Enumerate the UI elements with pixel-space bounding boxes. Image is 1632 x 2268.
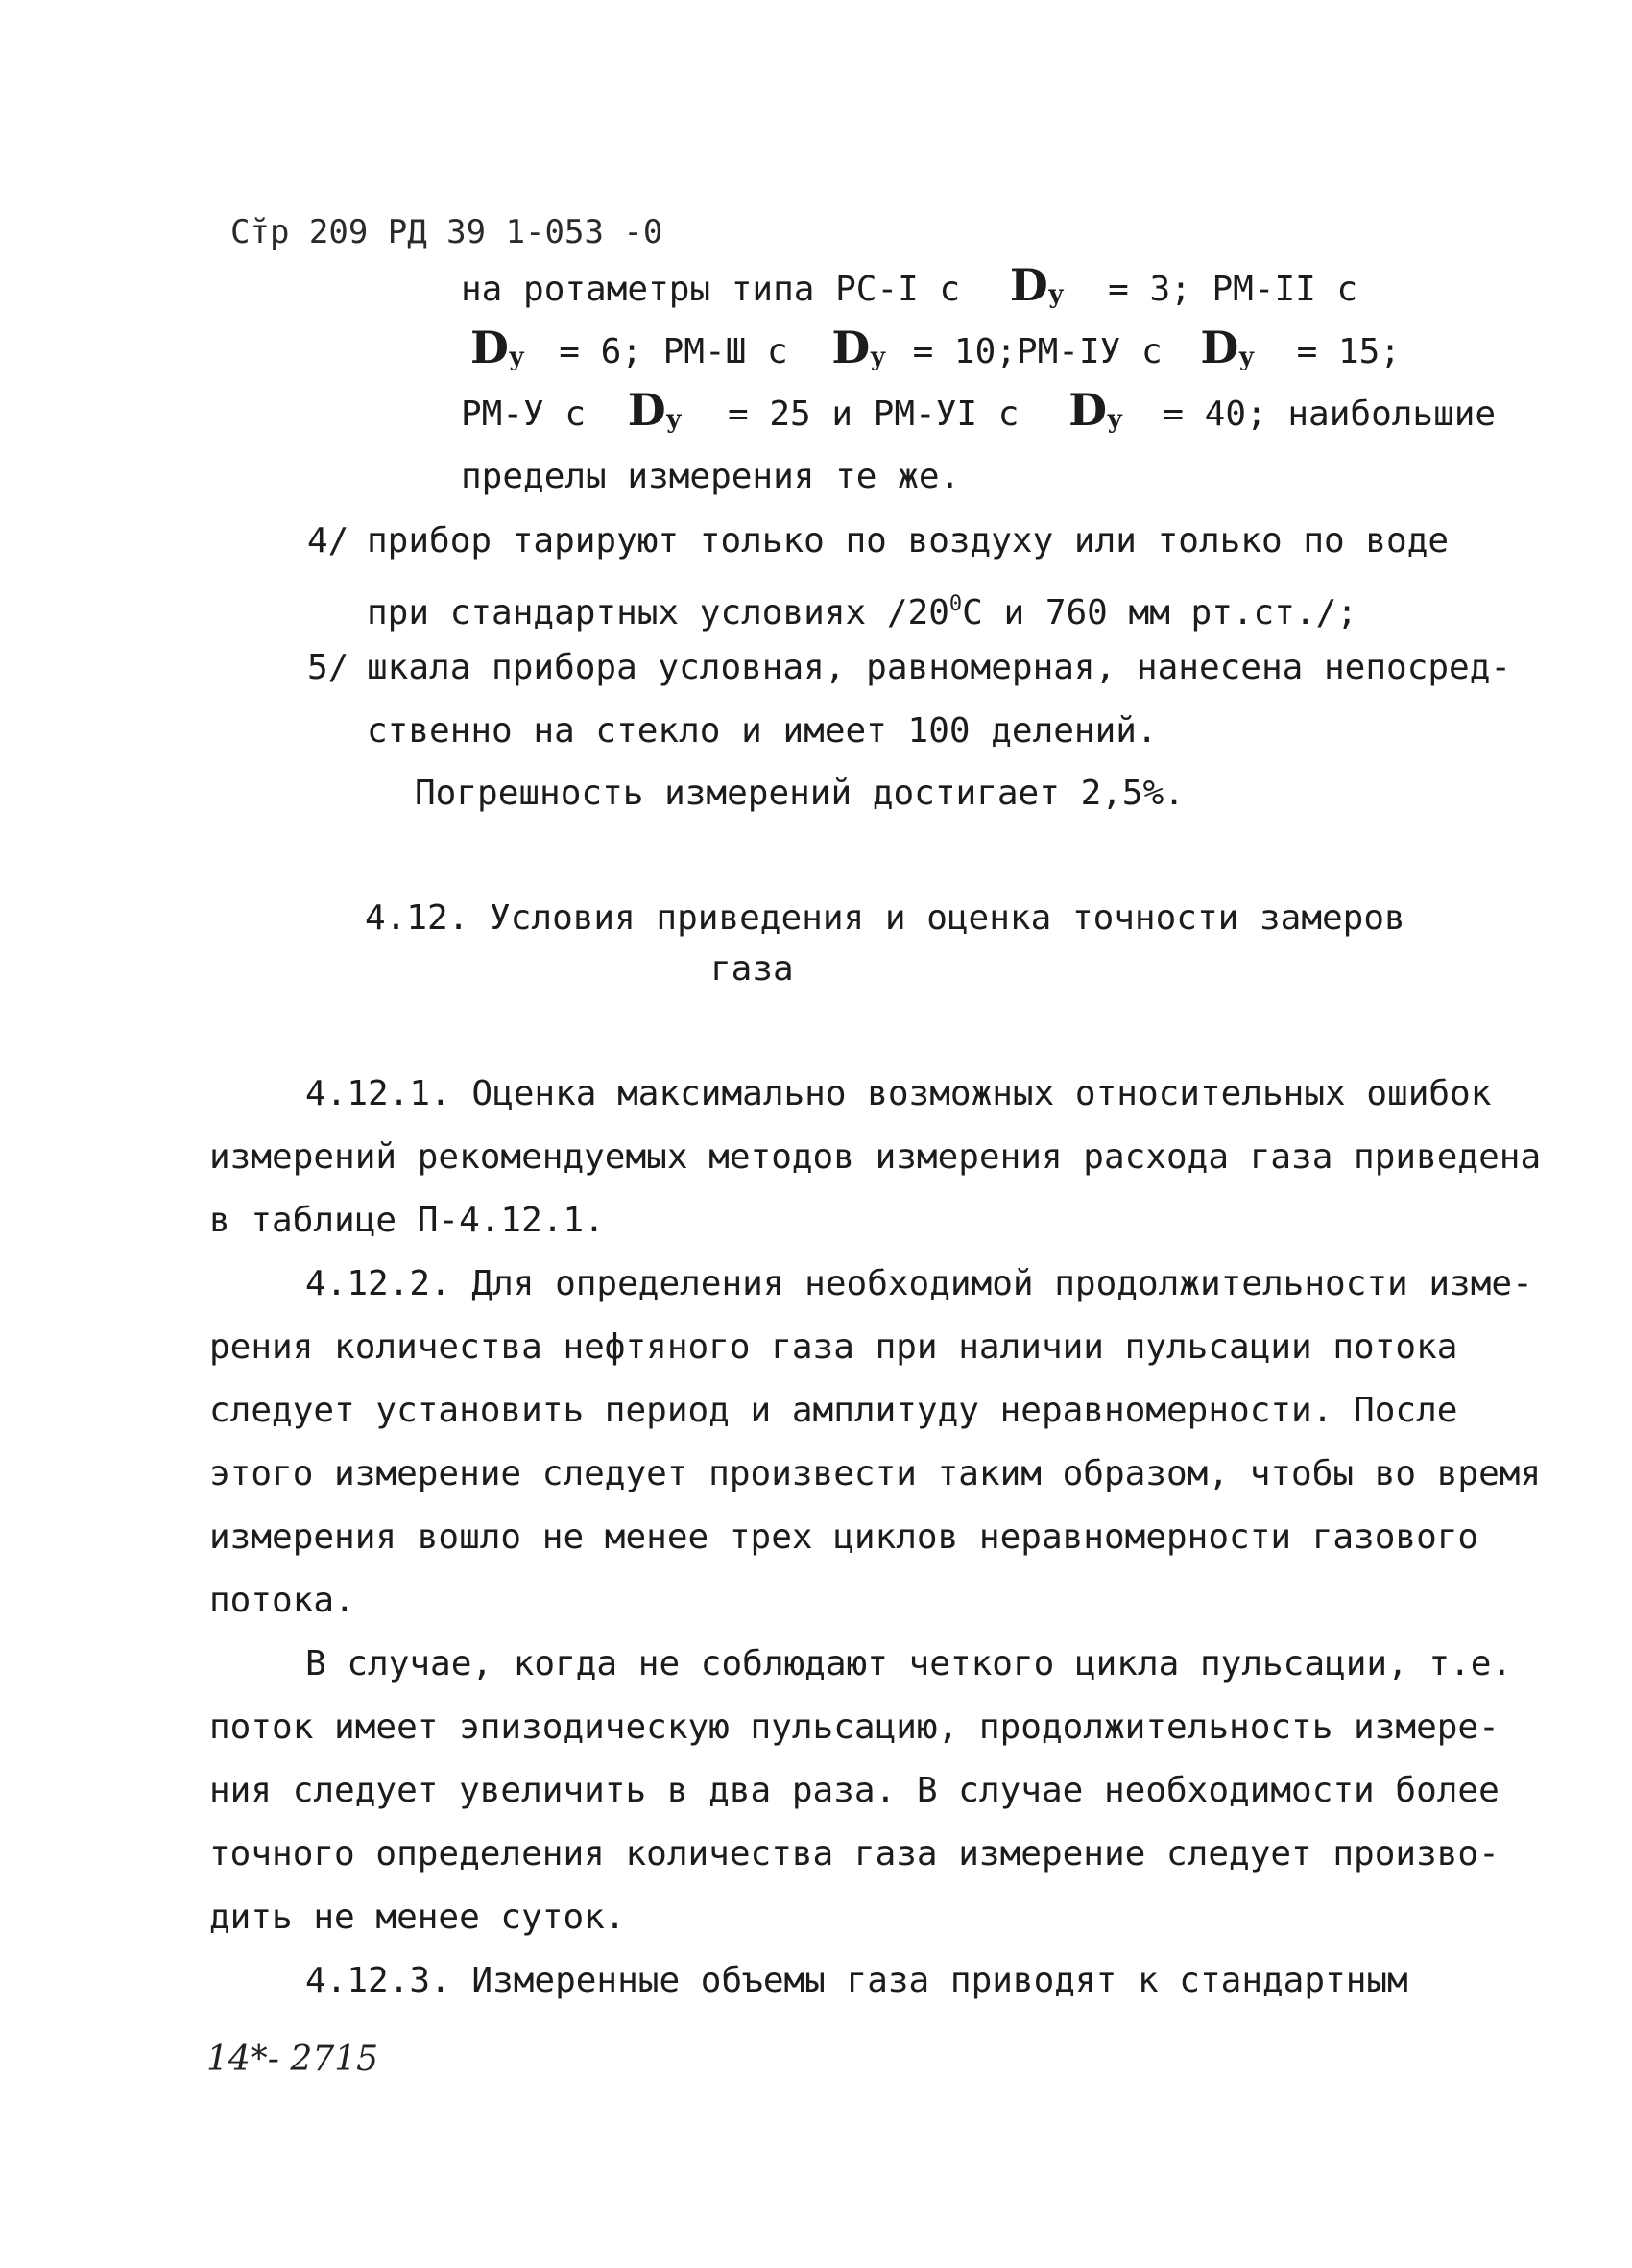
paragraph-line: В случае, когда не соблюдают четкого цикла пульсации, т.е. <box>305 1644 1513 1683</box>
paragraph-line: измерения вошло не менее трех циклов неравномерности газового <box>209 1517 1479 1557</box>
paragraph-line: этого измерение следует произвести таким образом, чтобы во время <box>209 1454 1542 1493</box>
paragraph-line: в таблице П-4.12.1. <box>209 1201 605 1240</box>
dy-symbol: $D_у$ <box>627 384 683 436</box>
text: РМ-У с <box>461 394 587 434</box>
error-note: Погрешность измерений достигает 2,5%. <box>415 774 1185 813</box>
item4-line-1: прибор тарируют только по воздуху или только по воде <box>367 521 1450 561</box>
section-title: 4.12. Условия приведения и оценка точности замеров <box>365 898 1405 938</box>
paragraph-line: 4.12.3. Измеренные объемы газа приводят к стандартным <box>305 1961 1408 2000</box>
page-header: Ст̆р 209 РД 39 1-053 -0 <box>230 213 663 251</box>
item5-line-2: ственно на стекло и имеет 100 делений. <box>367 711 1158 751</box>
text: = 10;РМ-IУ с <box>912 332 1163 371</box>
rotameter-line-2 <box>470 322 1401 378</box>
paragraph-line: 4.12.2. Для определения необходимой продолжительности изме- <box>305 1264 1533 1303</box>
paragraph-line: дить не менее суток. <box>209 1898 626 1937</box>
text: = 6; РМ-Ш с <box>559 332 788 371</box>
dy-symbol: $D_у$ <box>1009 259 1065 311</box>
handwritten-signature: 14*- 2715 <box>206 2040 379 2079</box>
rotameter-line-3 <box>461 384 1497 441</box>
paragraph-line: ния следует увеличить в два раза. В случае необходимости более <box>209 1771 1500 1810</box>
dy-symbol: $D_у$ <box>1200 322 1255 373</box>
item4-line-2: при стандартных условиях $/20^0С$ и 760 мм рт.ст./; <box>367 592 1357 633</box>
text: на ротаметры типа РС-I с <box>461 270 961 309</box>
text: = 25 и РМ-УI с <box>727 394 1020 434</box>
text: = 15; <box>1296 332 1401 371</box>
paragraph-line: точного определения количества газа измерение следует произво- <box>209 1834 1500 1874</box>
rotameter-line-4: пределы измерения те же. <box>461 457 961 496</box>
paragraph-line: следует установить период и амплитуду неравномерности. После <box>209 1391 1458 1430</box>
list-marker-4: 4/ <box>307 521 349 561</box>
paragraph-line: поток имеет эпизодическую пульсацию, продолжительность измере- <box>209 1707 1500 1747</box>
paragraph-line: рения количества нефтяного газа при наличии пульсации потока <box>209 1327 1458 1367</box>
paragraph-line: измерений рекомендуемых методов измерения расхода газа приведена <box>209 1137 1542 1177</box>
dy-symbol: $D_у$ <box>831 322 886 373</box>
paragraph-line: 4.12.1. Оценка максимально возможных относительных ошибок <box>305 1074 1492 1113</box>
list-marker-5: 5/ <box>307 648 349 687</box>
paragraph-line: потока. <box>209 1581 355 1620</box>
text: = 40; наибольшие <box>1163 394 1497 434</box>
dy-symbol: $D_у$ <box>470 322 525 373</box>
item5-line-1: шкала прибора условная, равномерная, нанесена непосред- <box>367 648 1512 687</box>
text: = 3; РМ-II с <box>1108 270 1358 309</box>
rotameter-line-1 <box>461 259 1358 316</box>
section-title-cont: газа <box>710 949 794 989</box>
dy-symbol: $D_у$ <box>1068 384 1123 436</box>
